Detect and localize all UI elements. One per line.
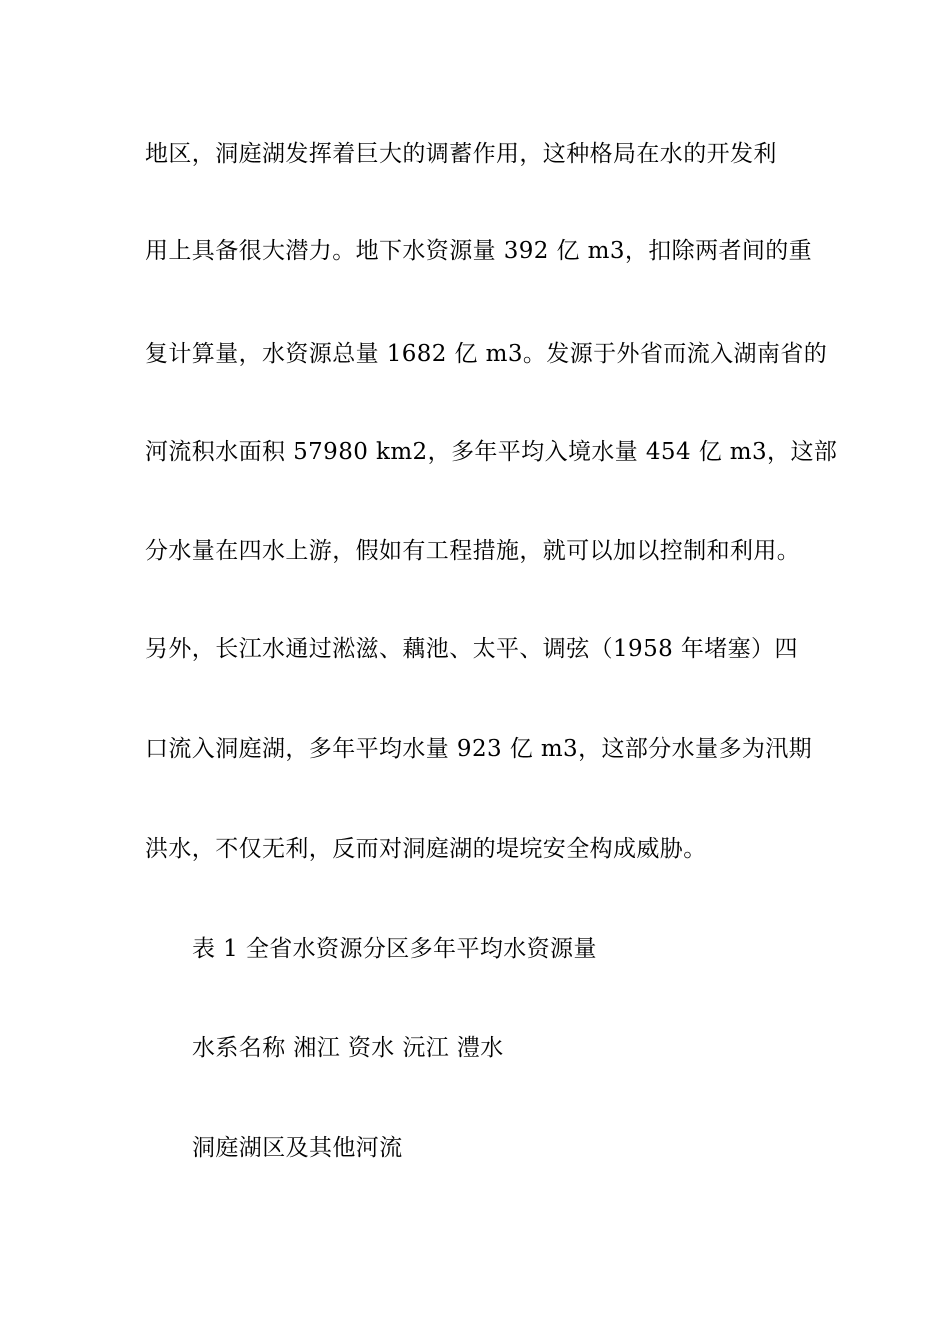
paragraph-line-5: 分水量在四水上游，假如有工程措施，就可以加以控制和利用。	[145, 538, 801, 564]
table-caption: 表 1 全省水资源分区多年平均水资源量	[192, 936, 597, 962]
paragraph-line-4: 河流积水面积 57980 km2，多年平均入境水量 454 亿 m3，这部	[145, 439, 838, 465]
paragraph-line-1: 地区，洞庭湖发挥着巨大的调蓄作用，这种格局在水的开发利	[145, 141, 777, 167]
paragraph-line-8: 洪水，不仅无利，反而对洞庭湖的堤垸安全构成威胁。	[145, 836, 707, 862]
table-header-line: 水系名称 湘江 资水 沅江 澧水	[192, 1035, 504, 1061]
paragraph-line-7: 口流入洞庭湖，多年平均水量 923 亿 m3，这部分水量多为汛期	[145, 736, 813, 762]
paragraph-line-3: 复计算量，水资源总量 1682 亿 m3。发源于外省而流入湖南省的	[145, 341, 828, 367]
paragraph-line-6: 另外，长江水通过淞滋、藕池、太平、调弦（1958 年堵塞）四	[145, 636, 798, 662]
paragraph-line-2: 用上具备很大潜力。地下水资源量 392 亿 m3，扣除两者间的重	[145, 238, 813, 264]
table-row-line: 洞庭湖区及其他河流	[192, 1135, 403, 1161]
